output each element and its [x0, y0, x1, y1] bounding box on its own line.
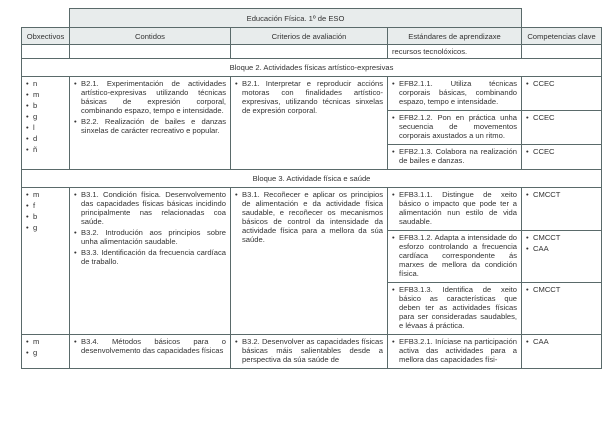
- standard-cell: [388, 111, 522, 145]
- criterion-item: • B3.1. Recoñecer e aplicar os principios de alimentación e da actividade física saudable, e recoñecer os mecanismos básicos de control da intensidade da actividade física para a mellora da súa saúde.: [242, 190, 383, 244]
- competence-cell: [522, 145, 602, 170]
- standard-item: • EFB2.1.3. Colabora na realización de bailes e danzas.: [399, 147, 517, 165]
- block-title: Bloque 2. Actividades físicas artístico-expresivas: [22, 59, 602, 77]
- contents-cell: [70, 335, 231, 369]
- standard-item: • EFB3.1.1. Distingue de xeito básico o impacto que pode ter a alimentación nun estilo de vida saudable.: [399, 190, 517, 226]
- competence-cell: [522, 231, 602, 283]
- objective-item: • f: [33, 201, 65, 210]
- blank-header-cell: [522, 9, 602, 28]
- col-header-objectives: Obxectivos: [22, 28, 70, 45]
- objective-item: • l: [33, 123, 65, 132]
- objective-item: • b: [33, 212, 65, 221]
- contents-cell: [70, 77, 231, 170]
- content-item: • B3.4. Métodos básicos para o desenvolvemento das capacidades físicas: [81, 337, 226, 355]
- objective-item: • g: [33, 223, 65, 232]
- continuation-cell: [231, 45, 388, 59]
- curriculum-table: [21, 8, 602, 369]
- criterion-item: • B2.1. Interpretar e reproducir accións motoras con finalidades artístico-expresivas, utilizando técnicas sinxelas de expresión corporal.: [242, 79, 383, 115]
- table-title: Educación Física. 1º de ESO: [70, 9, 522, 28]
- standard-item: • EFB2.1.2. Pon en práctica unha secuencia de movementos corporais axustados a un ritmo.: [399, 113, 517, 140]
- objective-item: • g: [33, 112, 65, 121]
- competence-cell: [522, 111, 602, 145]
- standard-item: • EFB3.2.1. Iníciase na participación activa das actividades para a mellora das capacidades físi-: [399, 337, 517, 364]
- criteria-cell: [231, 188, 388, 335]
- standard-item: • EFB2.1.1. Utiliza técnicas corporais básicas, combinando espazo, tempo e intensidade.: [399, 79, 517, 106]
- objective-item: • d: [33, 134, 65, 143]
- objective-item: • m: [33, 190, 65, 199]
- standard-cell: [388, 335, 522, 369]
- blank-header-cell: [22, 9, 70, 28]
- standard-item: • EFB3.1.2. Adapta a intensidade do esforzo controlando a frecuencia cardíaca correspondente ás marxes de mellora da condición física.: [399, 233, 517, 278]
- continuation-cell: [70, 45, 231, 59]
- competence-item: • CCEC: [533, 113, 597, 122]
- criterion-item: • B3.2. Desenvolver as capacidades físicas básicas máis salientables desde a perspectiva da súa saúde de: [242, 337, 383, 364]
- objectives-cell: [22, 188, 70, 335]
- objective-item: • ñ: [33, 145, 65, 154]
- criteria-cell: [231, 77, 388, 170]
- standard-cell: [388, 77, 522, 111]
- content-item: • B2.1. Experimentación de actividades artístico-expresivas utilizando técnicas básicas de expresión corporal, combinando espazo, tempo e intensidade.: [81, 79, 226, 115]
- content-item: • B3.1. Condición física. Desenvolvemento das capacidades físicas básicas incidindo principalmente nas relacionadas coa saúde.: [81, 190, 226, 226]
- standard-cell: [388, 231, 522, 283]
- contents-cell: [70, 188, 231, 335]
- content-item: • B2.2. Realización de bailes e danzas sinxelas de carácter recreativo e popular.: [81, 117, 226, 135]
- block-title: Bloque 3. Actividade física e saúde: [22, 170, 602, 188]
- col-header-standards: Estándares de aprendizaxe: [388, 28, 522, 45]
- objective-item: • g: [33, 348, 65, 357]
- curriculum-page: [21, 8, 601, 369]
- continuation-cell: [522, 45, 602, 59]
- criteria-cell: [231, 335, 388, 369]
- standard-cell: [388, 283, 522, 335]
- competence-item: • CCEC: [533, 79, 597, 88]
- objective-item: • b: [33, 101, 65, 110]
- competence-cell: [522, 335, 602, 369]
- competence-cell: [522, 77, 602, 111]
- col-header-contents: Contidos: [70, 28, 231, 45]
- col-header-criteria: Criterios de avaliación: [231, 28, 388, 45]
- objective-item: • m: [33, 337, 65, 346]
- col-header-competences: Competencias clave: [522, 28, 602, 45]
- competence-item: • CMCCT: [533, 285, 597, 294]
- content-item: • B3.3. Identificación da frecuencia cardíaca de traballo.: [81, 248, 226, 266]
- competence-item: • CAA: [533, 337, 597, 346]
- competence-item: • CCEC: [533, 147, 597, 156]
- objective-item: • m: [33, 90, 65, 99]
- competence-cell: [522, 188, 602, 231]
- objectives-cell: [22, 335, 70, 369]
- competence-item: • CMCCT: [533, 190, 597, 199]
- content-item: • B3.2. Introdución aos principios sobre unha alimentación saudable.: [81, 228, 226, 246]
- objective-item: • n: [33, 79, 65, 88]
- objectives-cell: [22, 77, 70, 170]
- standard-cell: [388, 145, 522, 170]
- continuation-standard: recursos tecnolóxicos.: [388, 45, 522, 59]
- standard-cell: [388, 188, 522, 231]
- standard-item: • EFB3.1.3. Identifica de xeito básico as características que deben ter as actividades físicas para ser consideradas saudables, e lévaas á práctica.: [399, 285, 517, 330]
- continuation-cell: [22, 45, 70, 59]
- competence-cell: [522, 283, 602, 335]
- competence-item: • CAA: [533, 244, 597, 253]
- competence-item: • CMCCT: [533, 233, 597, 242]
